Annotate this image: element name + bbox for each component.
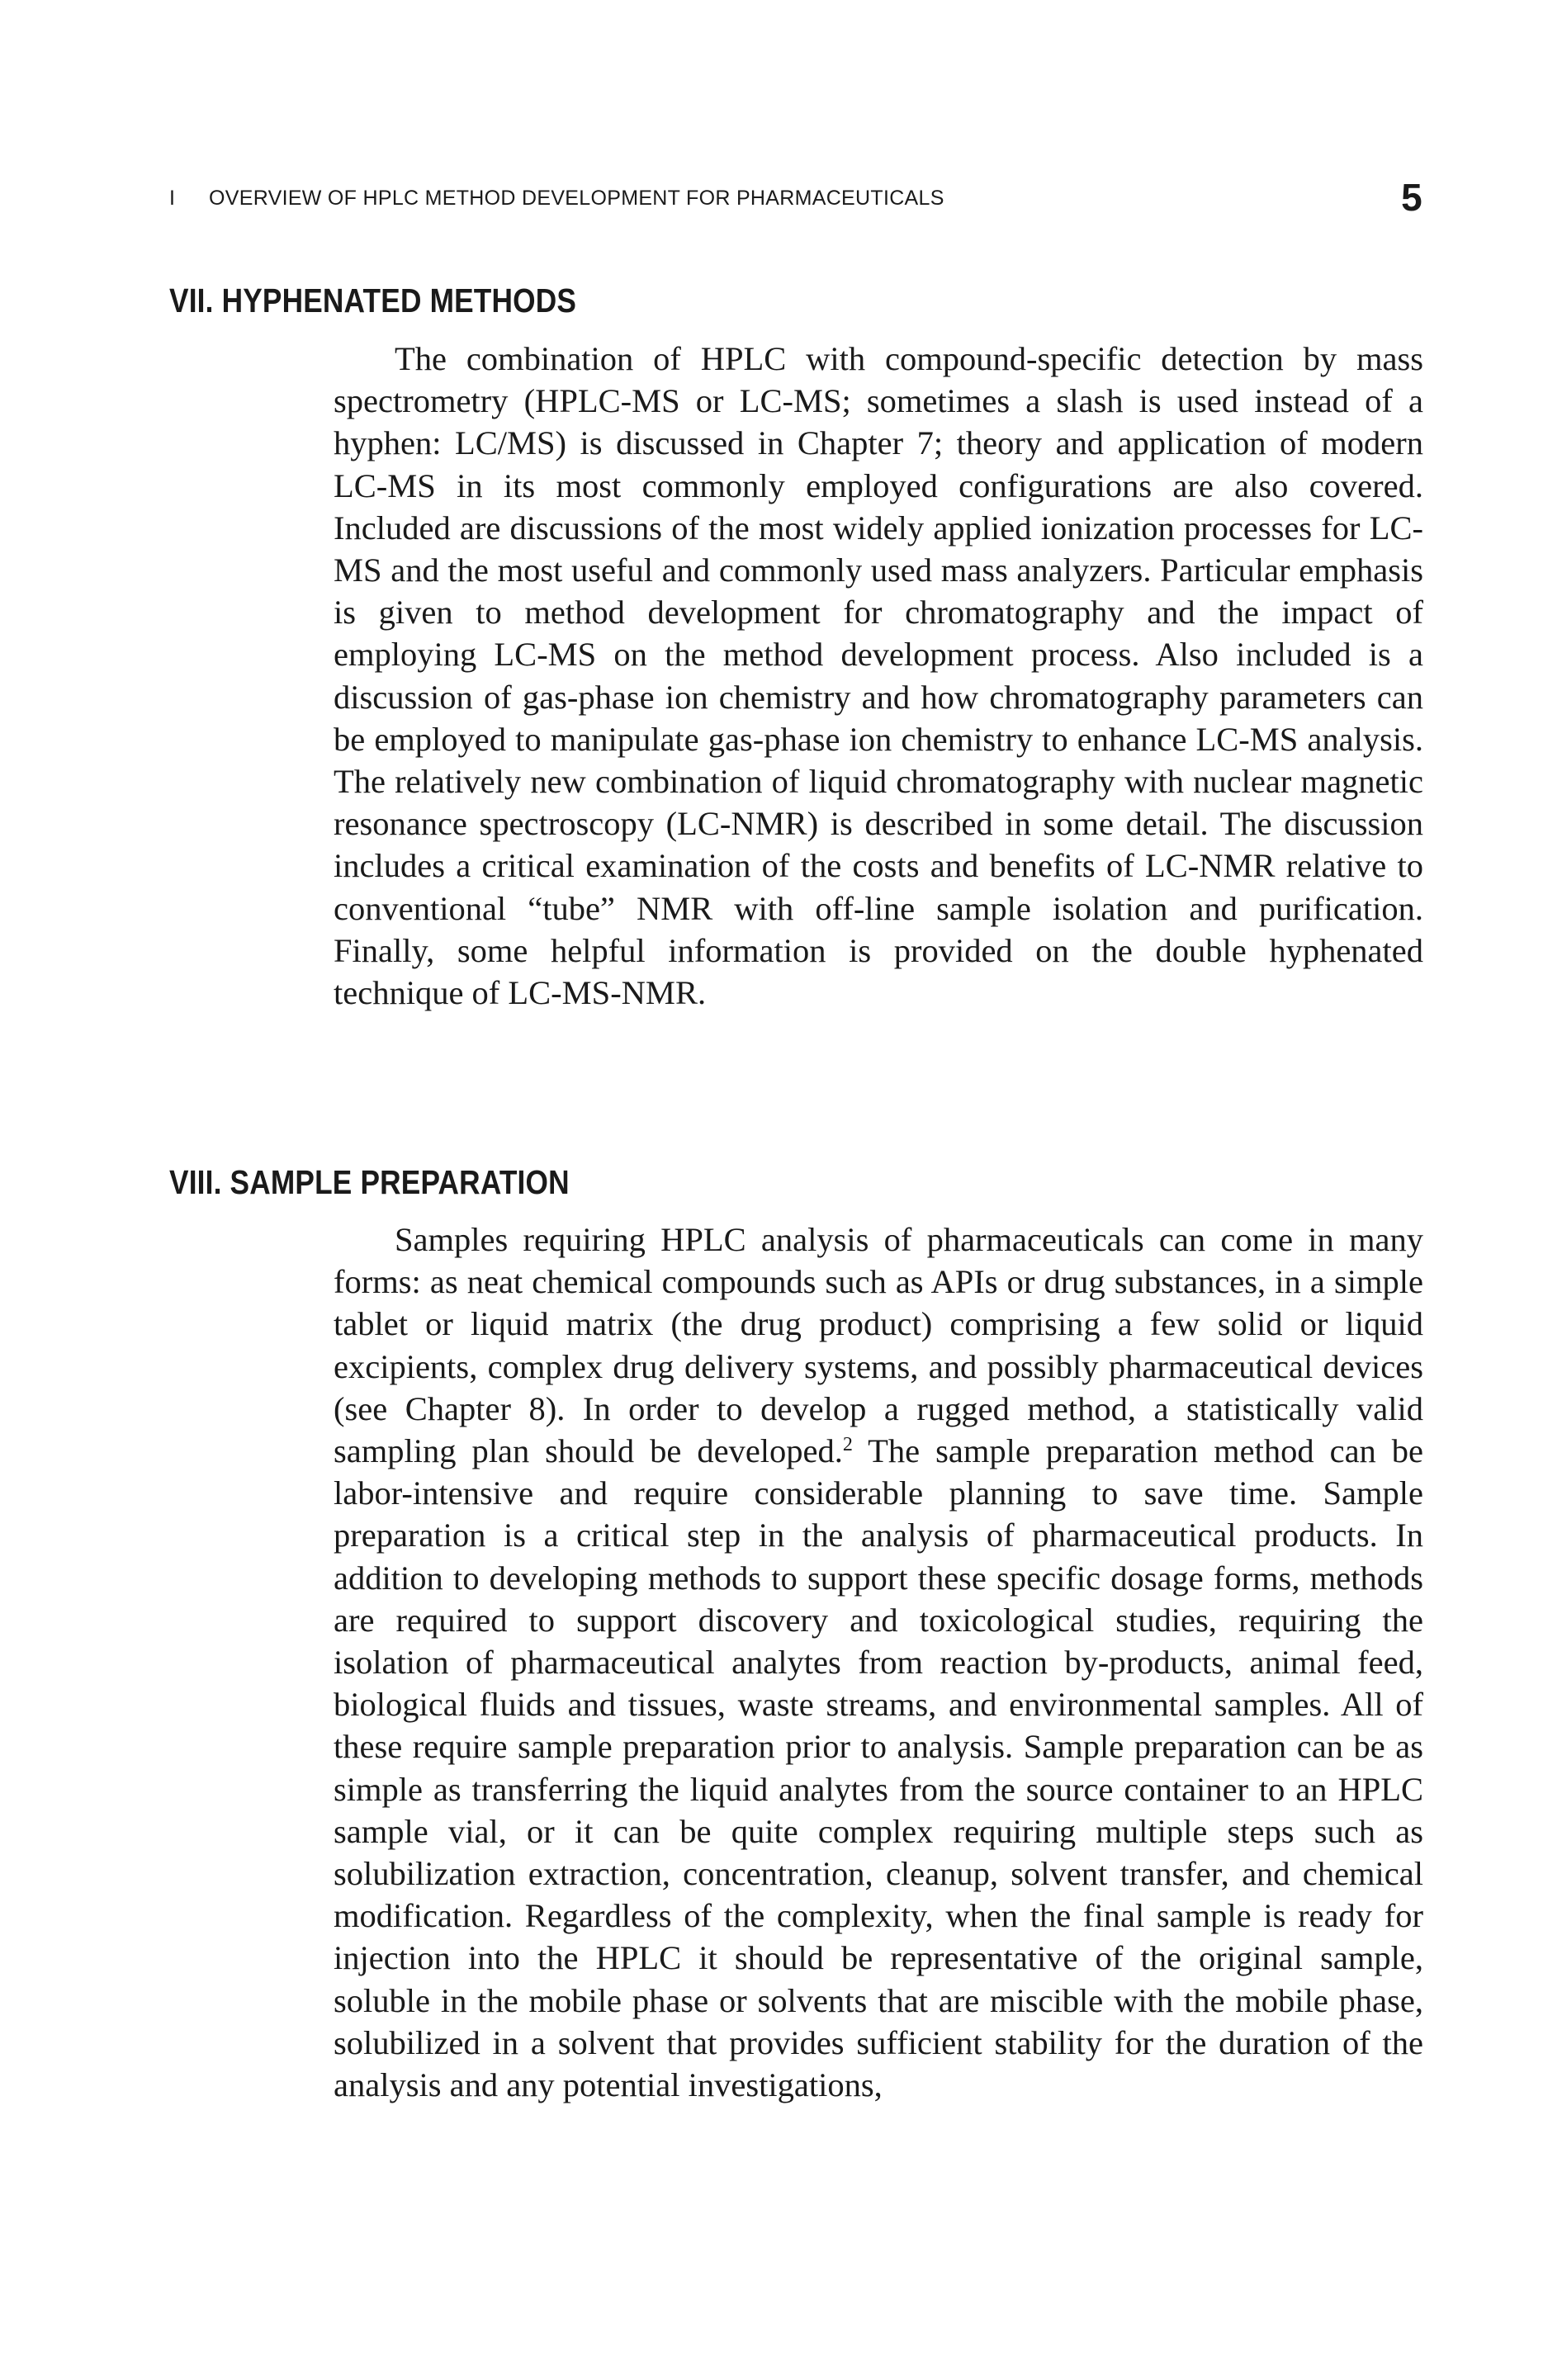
chapter-number: I bbox=[169, 187, 176, 210]
chapter-title: OVERVIEW OF HPLC METHOD DEVELOPMENT FOR PHARMACEUTICALS bbox=[209, 187, 944, 210]
paragraph-sample-preparation bbox=[334, 1218, 1423, 2106]
footnote-reference[interactable]: 2 bbox=[842, 1434, 853, 1456]
paragraph-hyphenated-methods: The combination of HPLC with compound-specific detection by mass spectrometry (HPLC-MS or LC-MS; sometimes a slash is used instead of a hyphen: LC/MS) is discussed in Chapter 7; theory and application of modern LC-MS in its most commonly employed configurations are also covered. Included are discussions of the most widely applied ionization processes for LC-MS and the most useful and commonly used mass analyzers. Particular emphasis is given to method development for chromatography and the impact of employing LC-MS on the method development process. Also included is a discussion of gas-phase ion chemistry and how chromatography parameters can be employed to manipulate gas-phase ion chemistry to enhance LC-MS analysis. The relatively new combination of liquid chromatography with nuclear magnetic resonance spectroscopy (LC-NMR) is described in some detail. The discussion includes a critical examination of the costs and benefits of LC-NMR relative to conventional “tube” NMR with off-line sample isolation and purification. Finally, some helpful information is provided on the double hyphenated technique of LC-MS-NMR. bbox=[334, 340, 1423, 1012]
paragraph-text-part2: The sample preparation method can be labor-intensive and require considerable planning to save time. Sample preparation is a critical step in the analysis of pharmaceutical products. In addition to developing methods to support these specific dosage forms, methods are required to support discovery and toxicological studies, requiring the isolation of pharmaceutical analytes from reaction by-products, animal feed, biological fluids and tissues, waste streams, and environmental samples. All of these require sample preparation prior to analysis. Sample preparation can be as simple as transferring the liquid analytes from the source container to an HPLC sample vial, or it can be quite complex requiring multiple steps such as solubilization extraction, concentration, cleanup, solvent transfer, and chemical modification. Regardless of the complexity, when the final sample is ready for injection into the HPLC it should be representative of the original sample, soluble in the mobile phase or solvents that are miscible with the mobile phase, solubilized in a solvent that provides sufficient stability for the duration of the analysis and any potential investigations, bbox=[334, 1432, 1424, 2104]
paragraph-text-part1: Samples requiring HPLC analysis of pharmaceuticals can come in many forms: as neat chemical compounds such as APIs or drug substances, in a simple tablet or liquid matrix (the drug product) comprising a few solid or liquid excipients, complex drug delivery systems, and possibly pharmaceutical devices (see Chapter 8). In order to develop a rugged method, a statistically valid sampling plan should be developed. bbox=[334, 1221, 1423, 1470]
running-head bbox=[169, 175, 1422, 219]
section-heading-hyphenated-methods: VII. HYPHENATED METHODS bbox=[169, 282, 577, 320]
page-number: 5 bbox=[1401, 176, 1422, 219]
section-heading-sample-preparation: VIII. SAMPLE PREPARATION bbox=[169, 1163, 570, 1202]
